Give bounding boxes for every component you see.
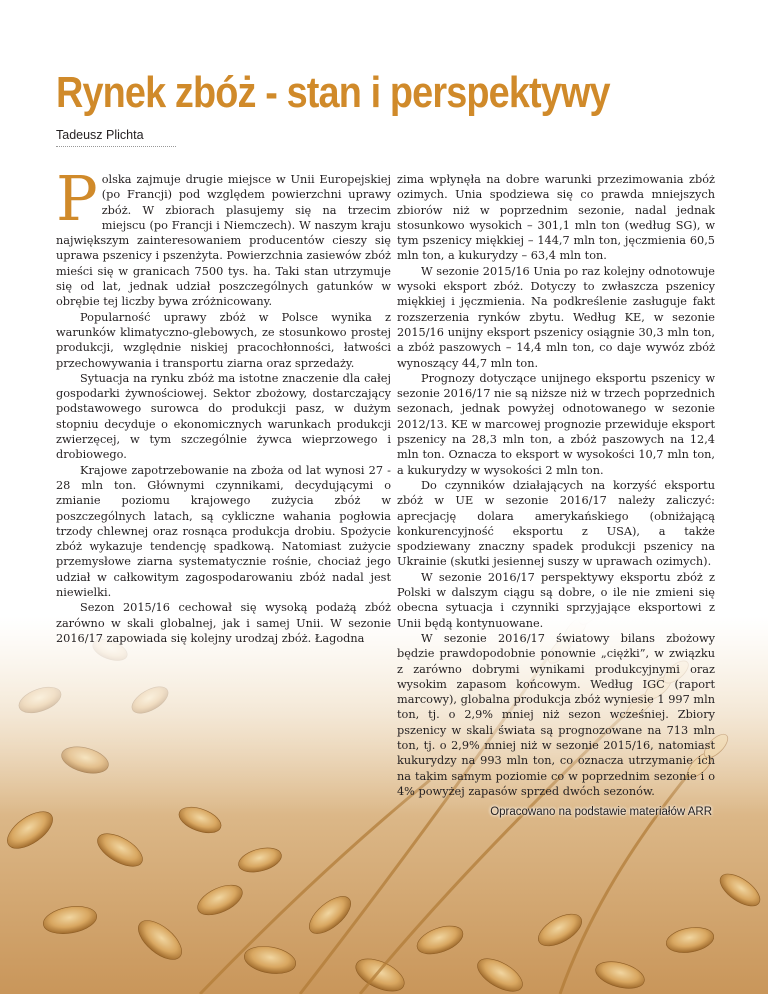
paragraph <box>56 162 391 310</box>
paragraph: W sezonie 2016/17 perspektywy eksportu zbóż z Polski w dalszym ciągu są dobre, o ile nie zmieni się obecna sytuacja i czynniki sprzyjające eksportowi z Unii będą kontynuowane. <box>397 570 715 630</box>
paragraph: Popularność uprawy zbóż w Polsce wynika z warunków klimatyczno-glebowych, ze stosunkowo prostej produkcji, względnie niskiej pracochłonności, łatwości przechowywania i transportu ziarna oraz sprzedaży. <box>56 310 391 370</box>
article-column-right <box>397 172 715 799</box>
article-title: Rynek zbóż - stan i perspektywy <box>56 68 610 117</box>
paragraph: W sezonie 2015/16 Unia po raz kolejny odnotowuje wysoki eksport zbóż. Dotyczy to zwłaszcza pszenicy miękkiej i jęczmienia. Na podkreślenie zasługuje fakt rozszerzenia rynków zbytu. Według KE, w sezonie 2015/16 unijny eksport pszenicy osiągnie 30,3 mln ton, a zbóż paszowych – 14,4 mln ton, co daje wywóz zbóż wynoszący 44,7 mln ton. <box>397 264 715 370</box>
drop-cap: P <box>56 162 98 235</box>
article-author: Tadeusz Plichta <box>56 128 176 147</box>
source-note: Opracowano na podstawie materiałów ARR <box>490 806 712 818</box>
paragraph: Sytuacja na rynku zbóż ma istotne znaczenie dla całej gospodarki żywnościowej. Sektor zbożowy, dostarczający podstawowego surowca do produkcji pasz, w dużym stopniu decyduje o ekonomicznych warunkach produkcji zwierzęcej, w tym szczególnie żywca wieprzowego i drobiowego. <box>56 371 391 462</box>
paragraph: W sezonie 2016/17 światowy bilans zbożowy będzie prawdopodobnie ponownie „ciężki”, w związku z zarówno dobrymi wynikami produkcyjnymi oraz wysokim zapasom końcowym. Według IGC (raport marcowy), globalna produkcja zbóż wyniesie 1 997 mln ton, tj. o 2,9% mniej niż sezon wcześniej. Zbiory pszenicy w skali świata są prognozowane na 713 mln ton, tj. o 2,9% mniej niż w sezonie 2015/16, natomiast kukurydzy na 993 mln ton, co oznacza utrzymanie ich na takim samym poziomie co w poprzednim sezonie i o 4% powyżej zapasów sprzed dwóch sezonów. <box>397 631 715 798</box>
paragraph: zima wpłynęła na dobre warunki przezimowania zbóż ozimych. Unia spodziewa się co prawda mniejszych zbiorów niż w poprzednim sezonie, nadal jednak stosunkowo wysokich – 301,1 mln ton (według SG), w tym pszenicy miękkiej – 144,7 mln ton, jęczmienia 60,5 mln ton, a kukurydzy – 63,4 mln ton. <box>397 173 715 263</box>
paragraph: Do czynników działających na korzyść eksportu zbóż w UE w sezonie 2016/17 należy zaliczyć: aprecjację dolara amerykańskiego (obniżającą konkurencyjność eksportu z USA), a także spodziewany znaczny spadek produkcji pszenicy na Ukrainie (skutki jesiennej suszy w uprawach ozimych). <box>397 478 715 569</box>
paragraph: Sezon 2015/16 cechował się wysoką podażą zbóż zarówno w skali globalnej, jak i samej Unii. W sezonie 2016/17 zapowiada się kolejny urodzaj zbóż. Łagodna <box>56 601 391 645</box>
article-column-left <box>56 162 391 646</box>
paragraph-text: olska zajmuje drugie miejsce w Unii Europejskiej (po Francji) pod względem powierzchni uprawy zbóż. W zbiorach plasujemy się na trzecim miejscu (po Francji i Niemczech). W naszym kraju największym zainteresowaniem producentów cieszy się uprawa pszenicy i pszenżyta. Powierzchnia zasiewów zbóż mieści się w granicach 7500 tys. ha. Taki stan utrzymuje się od lat, jednak udział poszczególnych gatunków w obrębie tej liczby bywa zróżnicowany. <box>56 173 391 309</box>
paragraph: Krajowe zapotrzebowanie na zboża od lat wynosi 27 - 28 mln ton. Głównymi czynnikami, decydującymi o zmianie poziomu krajowego zużycia zbóż w poszczególnych latach, są cykliczne wahania pogłowia trzody chlewnej oraz rosnąca produkcja drobiu. Spożycie zbóż wykazuje tendencję spadkową. Natomiast zużycie przemysłowe ziarna systematycznie rośnie, chociaż jego udział w całkowitym zagospodarowaniu zbóż nadal jest niewielki. <box>56 463 391 600</box>
paragraph: Prognozy dotyczące unijnego eksportu pszenicy w sezonie 2016/17 nie są niższe niż w trzech poprzednich sezonach, jednak powyżej odnotowanego w sezonie 2012/13. KE w marcowej prognozie przewiduje eksport pszenicy na 28,3 mln ton, a zbóż paszowych na 12,4 mln ton. Oznacza to eksport w wysokości 10,7 mln ton, a kukurydzy w wysokości 2 mln ton. <box>397 371 715 477</box>
